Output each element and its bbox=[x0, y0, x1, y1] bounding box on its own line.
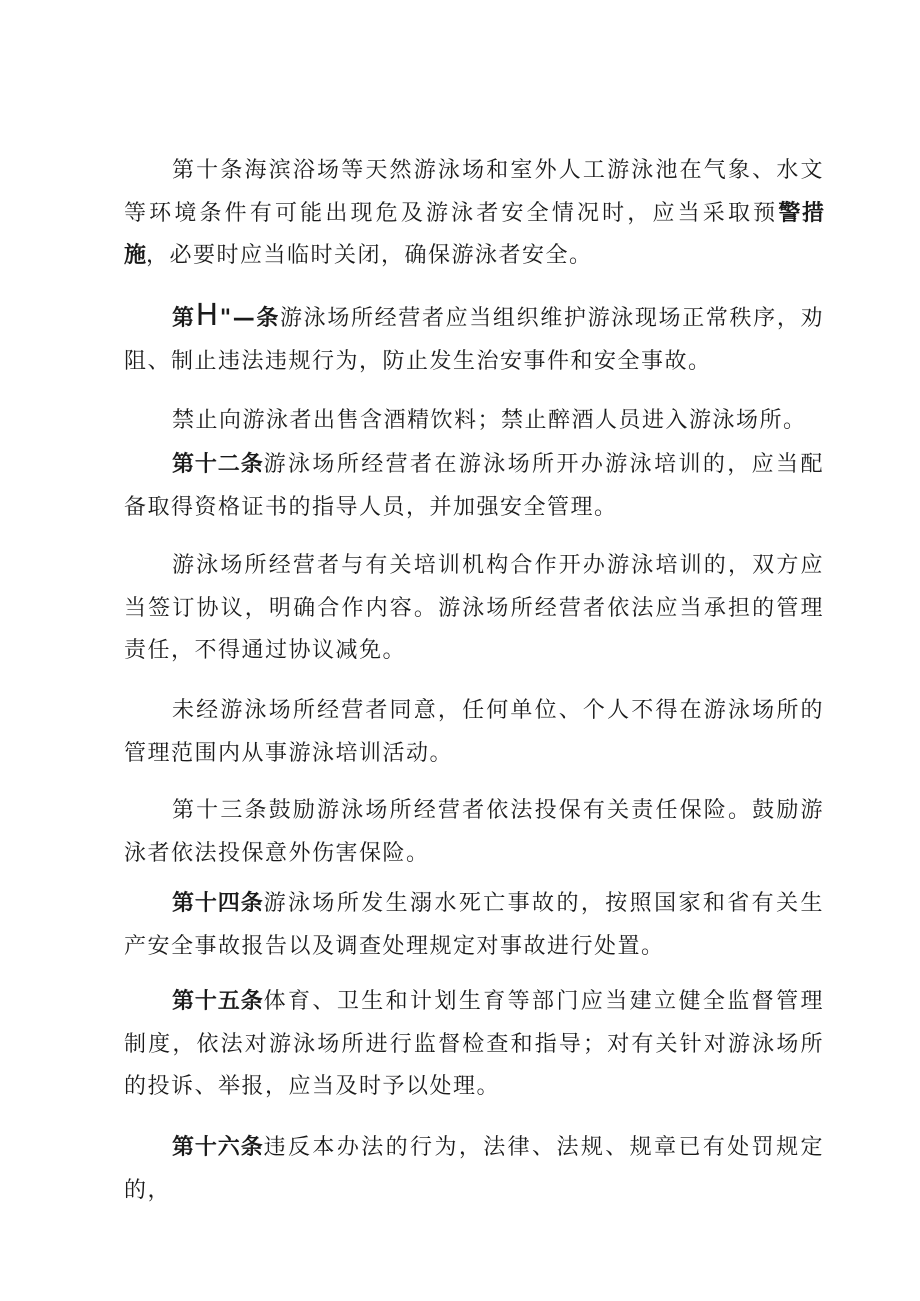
article-11-heading-part-1: 第 bbox=[172, 306, 196, 331]
article-11-text-2: 禁止向游泳者出售含酒精饮料；禁止醉酒人员进入游泳场所。 bbox=[172, 408, 807, 433]
article-10-bold-text: 警措施 bbox=[124, 200, 824, 268]
article-11-text: 游泳场所经营者应当组织维护游泳现场正常秩序，劝阻、制止违法违规行为，防止发生治安事件和安全事故。 bbox=[124, 306, 824, 374]
article-12-paragraph-2 bbox=[124, 545, 824, 673]
article-16-text: 违反本办法的行为，法律、法规、规章已有处罚规定的， bbox=[124, 1135, 824, 1203]
article-11-paragraph-2 bbox=[124, 400, 824, 443]
article-12-text: 游泳场所经营者在游泳场所开办游泳培训的，应当配备取得资格证书的指导人员，并加强安全管理。 bbox=[124, 452, 824, 520]
article-16-heading: 第十六条 bbox=[172, 1135, 264, 1160]
article-11-heading-part-3: "—条 bbox=[219, 306, 281, 331]
article-12-paragraph-3 bbox=[124, 690, 824, 775]
article-15-paragraph bbox=[124, 981, 824, 1109]
article-14-paragraph bbox=[124, 883, 824, 968]
article-10-paragraph bbox=[124, 150, 824, 278]
article-11-paragraph bbox=[124, 298, 824, 383]
article-16-paragraph bbox=[124, 1127, 824, 1212]
article-15-heading: 第十五条 bbox=[172, 989, 264, 1014]
article-11-heading bbox=[172, 298, 281, 333]
article-15-text: 体育、卫生和计划生育等部门应当建立健全监督管理制度，依法对游泳场所进行监督检查和指导；对有关针对游泳场所的投诉、举报，应当及时予以处理。 bbox=[124, 989, 824, 1099]
article-10-text-b: ，必要时应当临时关闭，确保游泳者安全。 bbox=[146, 243, 593, 268]
article-14-text: 游泳场所发生溺水死亡事故的，按照国家和省有关生产安全事故报告以及调查处理规定对事故进行处置。 bbox=[124, 891, 824, 959]
article-10-text-a: 第十条海滨浴场等天然游泳场和室外人工游泳池在气象、水文等环境条件有可能出现危及游泳者安全情况时，应当采取预 bbox=[124, 158, 824, 226]
article-12-text-2: 游泳场所经营者与有关培训机构合作开办游泳培训的，双方应当签订协议，明确合作内容。游泳场所经营者依法应当承担的管理责任，不得通过协议减免。 bbox=[124, 553, 824, 663]
article-12-paragraph bbox=[124, 444, 824, 529]
article-12-heading: 第十二条 bbox=[172, 452, 264, 477]
article-13-paragraph bbox=[124, 790, 824, 875]
article-11-heading-part-2: H bbox=[195, 298, 220, 333]
article-12-text-3: 未经游泳场所经营者同意，任何单位、个人不得在游泳场所的管理范围内从事游泳培训活动。 bbox=[124, 698, 824, 766]
article-14-heading: 第十四条 bbox=[172, 891, 264, 916]
article-13-text: 第十三条鼓励游泳场所经营者依法投保有关责任保险。鼓励游泳者依法投保意外伤害保险。 bbox=[124, 798, 824, 866]
